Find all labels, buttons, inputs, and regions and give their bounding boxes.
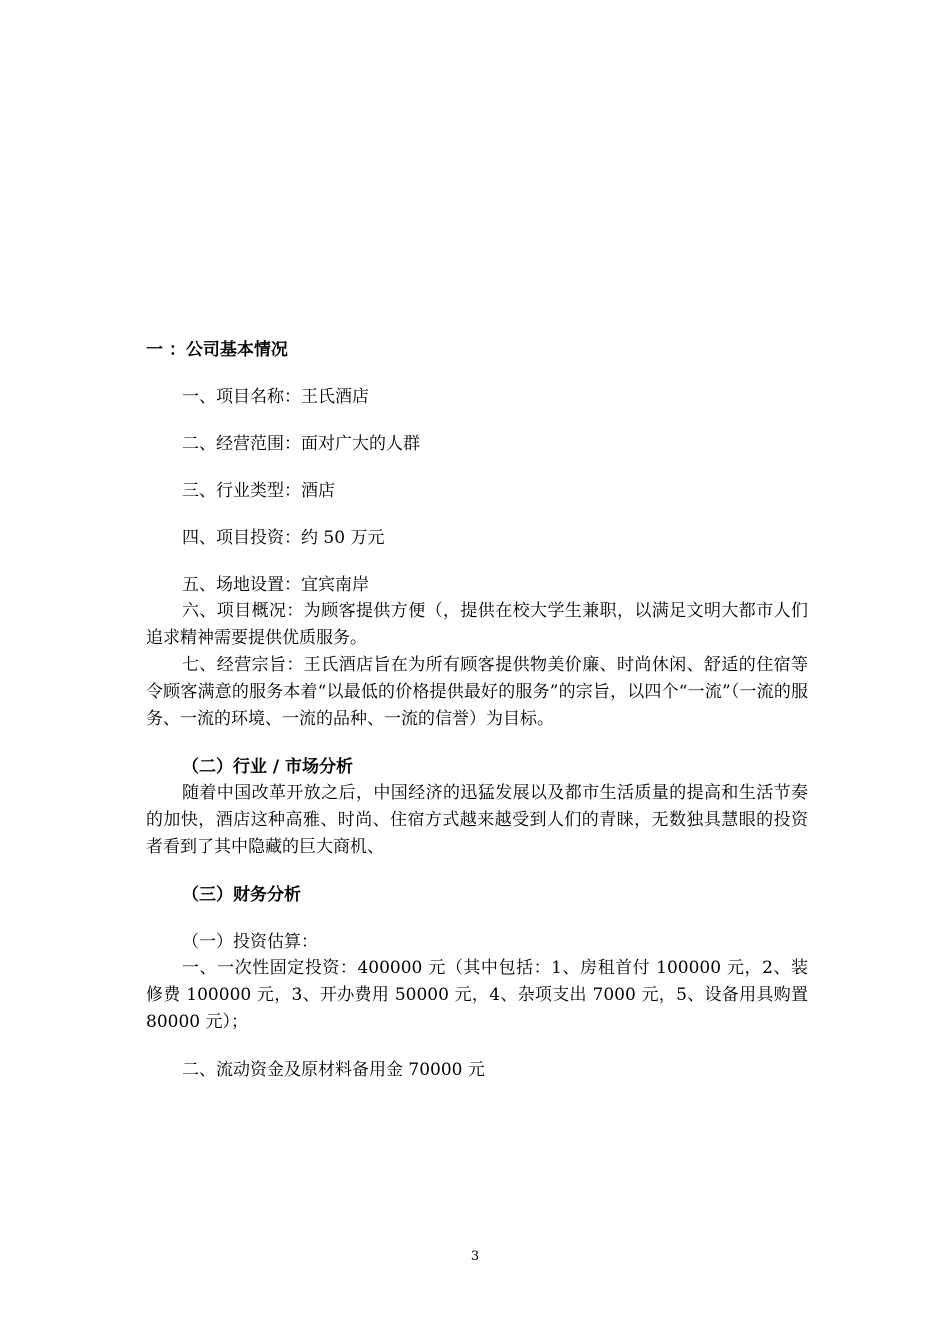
venue-setting-item: 五、场地设置：宜宾南岸: [182, 575, 369, 595]
project-name-item: 一、项目名称：王氏酒店: [182, 387, 369, 407]
fixed-investment-paragraph: 一、一次性固定投资：400000 元（其中包括：1、房租首付 100000 元，2、装修费 100000 元，3、开办费用 50000 元，4、杂项支出 7000 元，5、设备用具购置 80000 元）；: [146, 958, 808, 1032]
business-scope-item: 二、经营范围：面对广大的人群: [182, 434, 420, 454]
section-heading-financial-analysis: （三）财务分析: [182, 885, 301, 905]
section-heading-company-basics: 一 ：公司基本情况: [146, 340, 288, 360]
project-overview-paragraph: 六、项目概况：为顾客提供方便（，提供在校大学生兼职，以满足文明大都市人们追求精神需要提供优质服务。: [146, 601, 808, 648]
section-heading-market-analysis: （二）行业 / 市场分析: [182, 757, 354, 777]
industry-type-item: 三、行业类型：酒店: [182, 481, 335, 501]
document-body: [146, 337, 808, 1083]
market-analysis-paragraph: 随着中国改革开放之后，中国经济的迅猛发展以及都市生活质量的提高和生活节奏的加快，酒店这种高雅、时尚、住宿方式越来越受到人们的青睐，无数独具慧眼的投资者看到了其中隐藏的巨大商机、: [146, 783, 808, 857]
working-capital-item: 二、流动资金及原材料备用金 70000 元: [182, 1060, 485, 1080]
investment-estimate-subheading: （一）投资估算：: [182, 932, 318, 952]
page-number: 3: [470, 1249, 480, 1264]
project-investment-item: 四、项目投资：约 50 万元: [182, 528, 385, 548]
business-purpose-paragraph: 七、经营宗旨：王氏酒店旨在为所有顾客提供物美价廉、时尚休闲、舒适的住宿等令顾客满意的服务本着“以最低的价格提供最好的服务”的宗旨，以四个“一流”（一流的服务、一流的环境、一流的品种、一流的信誉）为目标。: [146, 655, 808, 729]
